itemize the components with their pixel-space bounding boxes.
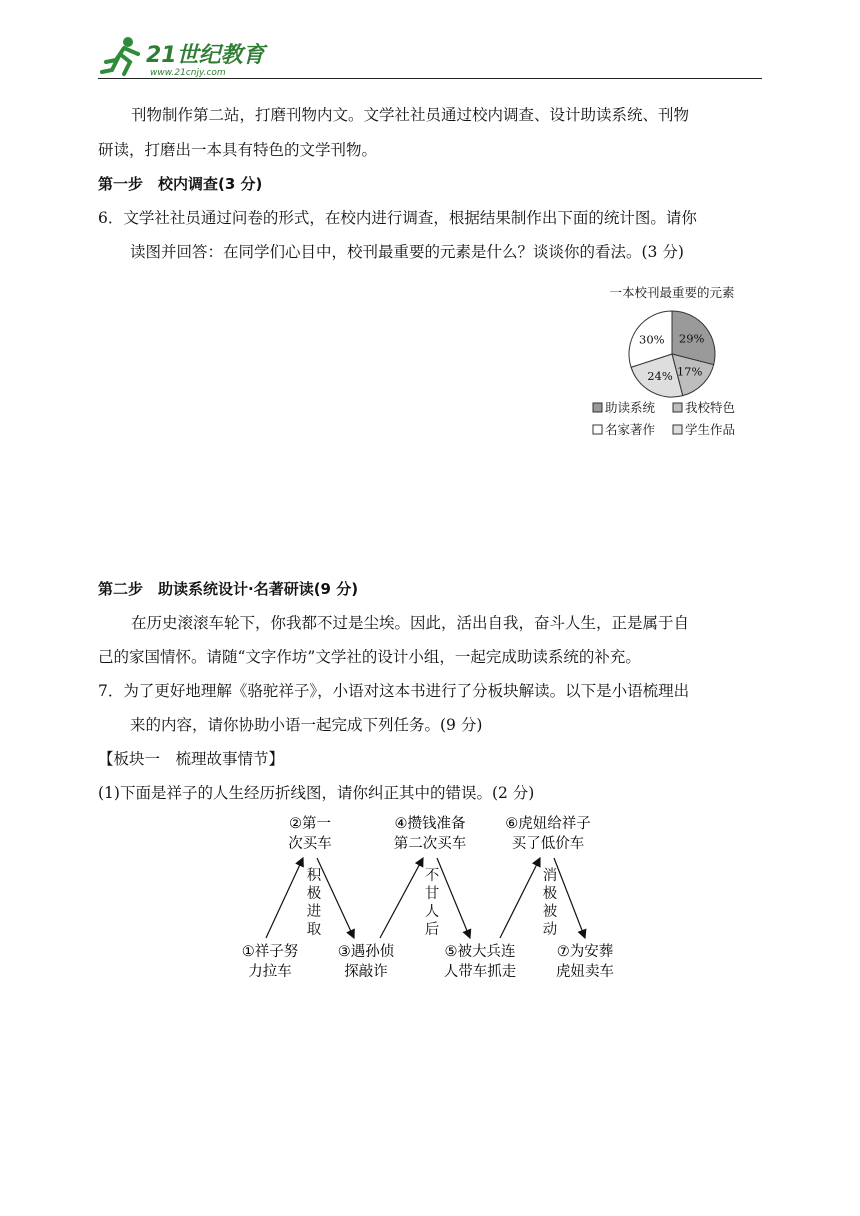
node-5-line2: 人带车抓走 <box>443 964 517 980</box>
runner-icon <box>102 37 138 74</box>
q6-line-2: 读图并回答：在同学们心目中，校刊最重要的元素是什么？谈谈你的看法。(3 分) <box>130 243 684 261</box>
node-4-line1: ④攒钱准备 <box>394 816 466 832</box>
arrow-2-3 <box>317 858 354 938</box>
node-2-line1: ②第一 <box>289 816 331 832</box>
arrow-6-7 <box>554 858 585 938</box>
arrow-4-5 <box>437 858 470 938</box>
arrow-label-1-char-4: 取 <box>306 922 322 938</box>
site-logo <box>98 32 268 80</box>
passage-line-1: 在历史滚滚车轮下，你我都不过是尘埃。因此，活出自我，奋斗人生，正是属于自 <box>131 614 690 632</box>
arrow-label-2-char-2: 甘 <box>424 886 440 902</box>
node-6-line2: 买了低价车 <box>511 836 585 852</box>
arrow-label-3-char-4: 动 <box>542 922 558 938</box>
step1-heading: 第一步 校内调查(3 分) <box>98 175 263 193</box>
section1-heading: 【板块一 梳理故事情节】 <box>98 750 285 768</box>
legend-label-1: 助读系统 <box>605 400 656 415</box>
logo-text: 21世纪教育 <box>146 43 265 68</box>
arrow-label-1-char-3: 进 <box>306 904 322 920</box>
node-3-line2: 探敲诈 <box>344 964 388 980</box>
arrow-label-1-char-1: 积 <box>306 868 322 884</box>
q7-line-1: 7．为了更好地理解《骆驼祥子》，小语对这本书进行了分板块解读。以下是小语梳理出 <box>98 682 690 700</box>
header-divider <box>98 78 762 79</box>
sub-question-1: (1)下面是祥子的人生经历折线图，请你纠正其中的错误。(2 分) <box>98 784 535 802</box>
arrow-1-2 <box>266 858 303 938</box>
arrow-label-3-char-2: 极 <box>542 886 558 902</box>
node-7-line2: 虎妞卖车 <box>556 964 614 980</box>
arrow-5-6 <box>500 858 540 938</box>
pie-slice-label-4: 30% <box>639 332 665 347</box>
arrow-label-2-char-1: 不 <box>424 868 440 884</box>
legend-swatch-2 <box>673 403 682 412</box>
q6-line-1: 6．文学社社员通过问卷的形式，在校内进行调查，根据结果制作出下面的统计图。请你 <box>98 209 697 227</box>
legend-swatch-4 <box>673 425 682 434</box>
legend-swatch-1 <box>593 403 602 412</box>
chart-title: 一本校刊最重要的元素 <box>609 285 735 300</box>
life-zigzag-diagram <box>230 808 640 988</box>
node-4-line2: 第二次买车 <box>393 836 467 852</box>
passage-line-2: 己的家国情怀。请随“文字作坊”文学社的设计小组，一起完成助读系统的补充。 <box>98 648 641 666</box>
pie-slice-label-3: 24% <box>647 368 673 383</box>
step2-heading: 第二步 助读系统设计·名著研读(9 分) <box>98 580 359 598</box>
node-3-line1: ③遇孙侦 <box>337 944 395 960</box>
node-2-line2: 次买车 <box>288 836 332 852</box>
pie-chart <box>585 282 760 457</box>
intro-line-2: 研读，打磨出一本具有特色的文学刊物。 <box>98 141 378 159</box>
q7-line-2: 来的内容，请你协助小语一起完成下列任务。(9 分) <box>130 716 483 734</box>
logo-url: www.21cnjy.com <box>150 68 226 78</box>
node-1-line2: 力拉车 <box>248 964 292 980</box>
legend-label-2: 我校特色 <box>685 400 736 415</box>
arrow-3-4 <box>380 858 423 938</box>
arrow-label-3-char-3: 被 <box>542 904 558 920</box>
pie-slice-label-2: 17% <box>676 364 703 379</box>
pie-slice-label-1: 29% <box>678 331 705 346</box>
node-7-line1: ⑦为安葬 <box>556 944 614 960</box>
legend-swatch-3 <box>593 425 602 434</box>
node-6-line1: ⑥虎妞给祥子 <box>505 816 591 832</box>
node-1-line1: ①祥子努 <box>241 944 299 960</box>
legend-label-4: 学生作品 <box>685 422 736 437</box>
intro-line-1: 刊物制作第二站，打磨刊物内文。文学社社员通过校内调查、设计助读系统、刊物 <box>131 106 690 124</box>
legend-label-3: 名家著作 <box>605 422 656 437</box>
arrow-label-2-char-3: 人 <box>424 904 440 920</box>
arrow-label-2-char-4: 后 <box>424 922 440 938</box>
arrow-label-3-char-1: 消 <box>542 868 558 884</box>
arrow-label-1-char-2: 极 <box>306 886 322 902</box>
node-5-line1: ⑤被大兵连 <box>444 944 516 960</box>
